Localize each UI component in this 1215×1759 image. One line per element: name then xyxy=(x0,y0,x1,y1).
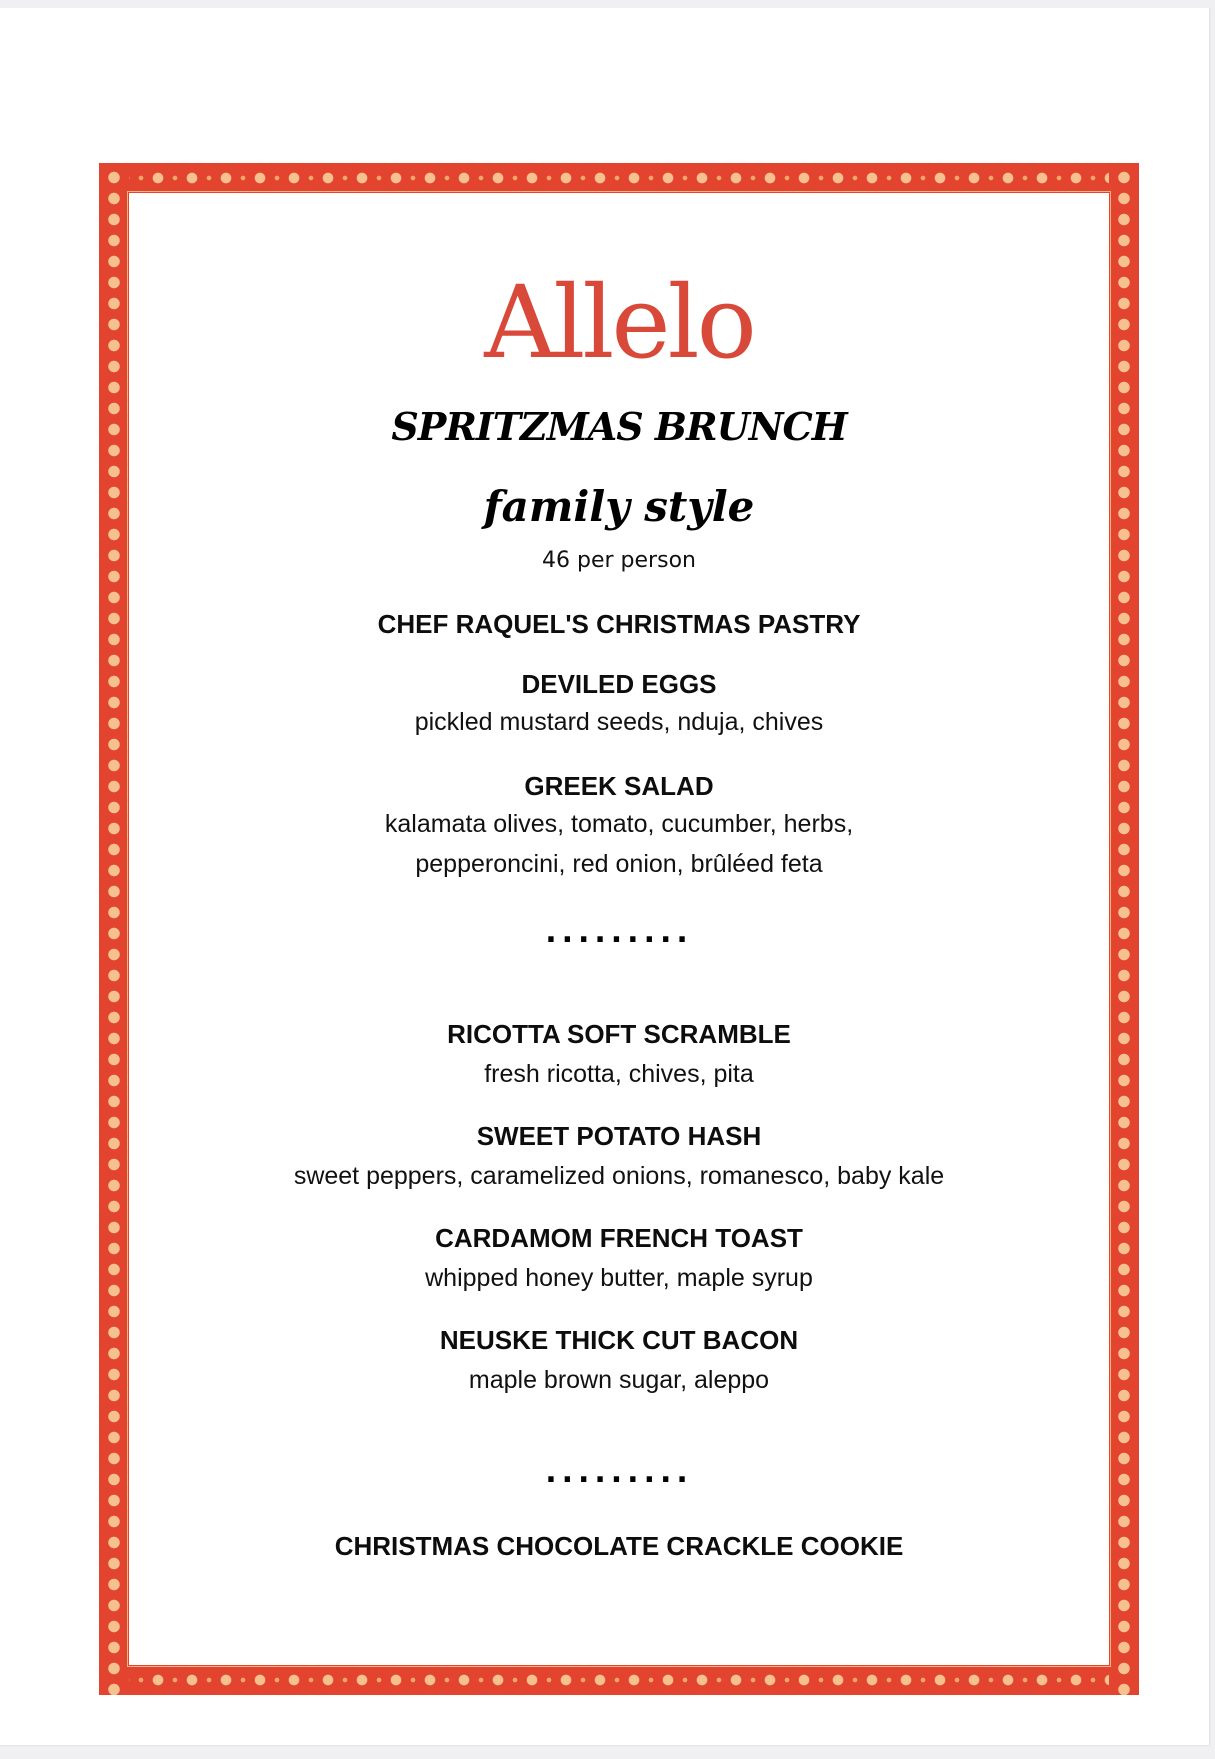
item-desc-greek-salad-line2: pepperoncini, red onion, brûléed feta xyxy=(415,850,823,878)
section-divider-2: ......... xyxy=(545,1455,693,1490)
item-desc-ricotta-scramble: fresh ricotta, chives, pita xyxy=(484,1060,754,1088)
item-name-ricotta-scramble: RICOTTA SOFT SCRAMBLE xyxy=(447,1019,791,1049)
decorative-border-right xyxy=(1109,163,1139,1695)
item-name-cookie: CHRISTMAS CHOCOLATE CRACKLE COOKIE xyxy=(334,1531,904,1561)
decorative-border-left xyxy=(99,163,129,1695)
item-desc-deviled-eggs: pickled mustard seeds, nduja, chives xyxy=(414,708,824,736)
item-name-greek-salad: GREEK SALAD xyxy=(524,771,714,801)
item-desc-french-toast: whipped honey butter, maple syrup xyxy=(425,1264,813,1292)
item-desc-sweet-potato-hash: sweet peppers, caramelized onions, romanesco, baby kale xyxy=(293,1162,945,1190)
menu-page xyxy=(0,8,1210,1745)
item-name-pastry: CHEF RAQUEL'S CHRISTMAS PASTRY xyxy=(377,609,861,639)
menu-frame xyxy=(99,163,1139,1695)
item-name-french-toast: CARDAMOM FRENCH TOAST xyxy=(435,1223,803,1253)
restaurant-logo: Allelo xyxy=(484,264,754,381)
section-divider: ......... xyxy=(545,915,693,950)
menu-content xyxy=(139,203,1099,1655)
item-desc-bacon: maple brown sugar, aleppo xyxy=(468,1366,770,1394)
item-name-bacon: NEUSKE THICK CUT BACON xyxy=(439,1325,799,1355)
item-desc-greek-salad: kalamata olives, tomato, cucumber, herbs, xyxy=(384,810,854,838)
item-name-deviled-eggs: DEVILED EGGS xyxy=(521,669,717,699)
decorative-border-bottom xyxy=(99,1665,1139,1695)
decorative-border-top xyxy=(99,163,1139,193)
menu-title: SPRITZMAS BRUNCH xyxy=(391,404,847,449)
menu-subtitle: family style xyxy=(483,482,755,531)
menu-price: 46 per person xyxy=(542,548,696,573)
item-name-sweet-potato-hash: SWEET POTATO HASH xyxy=(476,1121,762,1151)
